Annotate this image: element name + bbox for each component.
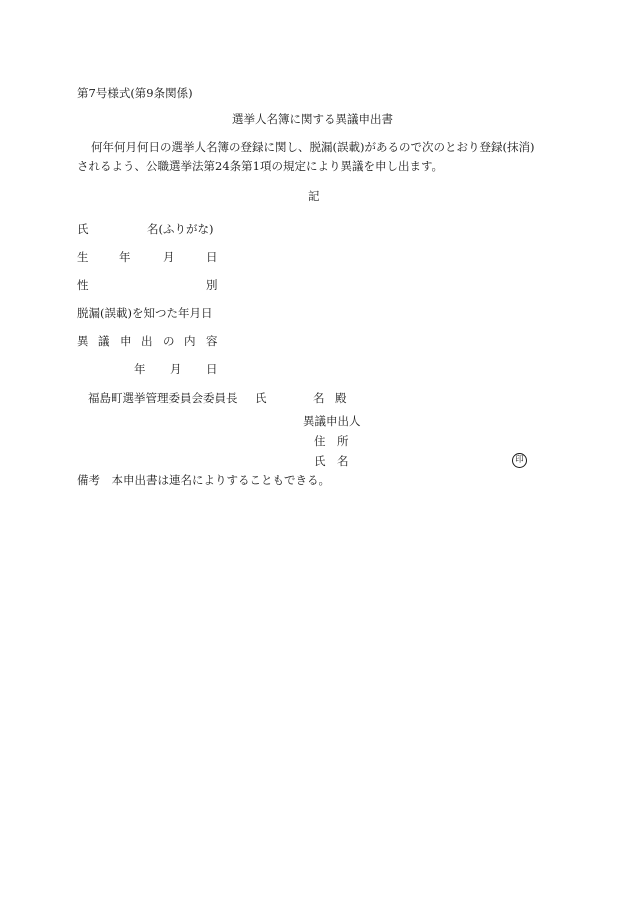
remarks-note: 備考 本申出書は連名によりすることもできる。 [77,473,330,487]
field-birthdate-char: 生 [77,250,89,264]
field-objection-char: 申 [120,334,132,348]
field-objection-char: 議 [98,334,110,348]
body-line-1: 何年何月何日の選挙人名簿の登録に関し、脱漏(誤載)があるので次のとおり登録(抹消) [91,140,535,154]
addressee-mei: 名 [313,391,325,405]
applicant-name-shi: 氏 [314,454,326,468]
document-title: 選挙人名簿に関する異議申出書 [232,112,393,126]
field-objection-char: の [163,334,175,348]
seal-mark: 印 [512,453,527,468]
applicant-address-sho: 所 [337,434,349,448]
date-month: 月 [170,362,182,376]
addressee-shi: 氏 [255,391,267,405]
field-objection-char: 容 [206,334,218,348]
date-year: 年 [134,362,146,376]
field-name-mei: 名(ふりがな) [147,222,214,236]
form-number: 第7号様式(第9条関係) [77,86,193,100]
field-gender-char: 別 [206,278,218,292]
field-birthdate-char: 月 [163,250,175,264]
field-objection-char: 異 [77,334,89,348]
ki-heading: 記 [308,189,320,203]
addressee-office: 福島町選挙管理委員会委員長 [88,391,238,405]
field-birthdate-char: 日 [206,250,218,264]
date-day: 日 [206,362,218,376]
field-known-date-label: 脱漏(誤載)を知つた年月日 [77,306,213,320]
field-birthdate-char: 年 [119,250,131,264]
applicant-heading: 異議申出人 [303,414,361,428]
field-gender-char: 性 [77,278,89,292]
addressee-dono: 殿 [335,391,347,405]
field-objection-char: 出 [141,334,153,348]
field-objection-char: 内 [184,334,196,348]
field-name-shi: 氏 [77,222,89,236]
body-line-2: されるよう、公職選挙法第24条第1項の規定により異議を申し出ます。 [77,159,444,173]
applicant-name-mei: 名 [337,454,349,468]
applicant-address-ju: 住 [314,434,326,448]
